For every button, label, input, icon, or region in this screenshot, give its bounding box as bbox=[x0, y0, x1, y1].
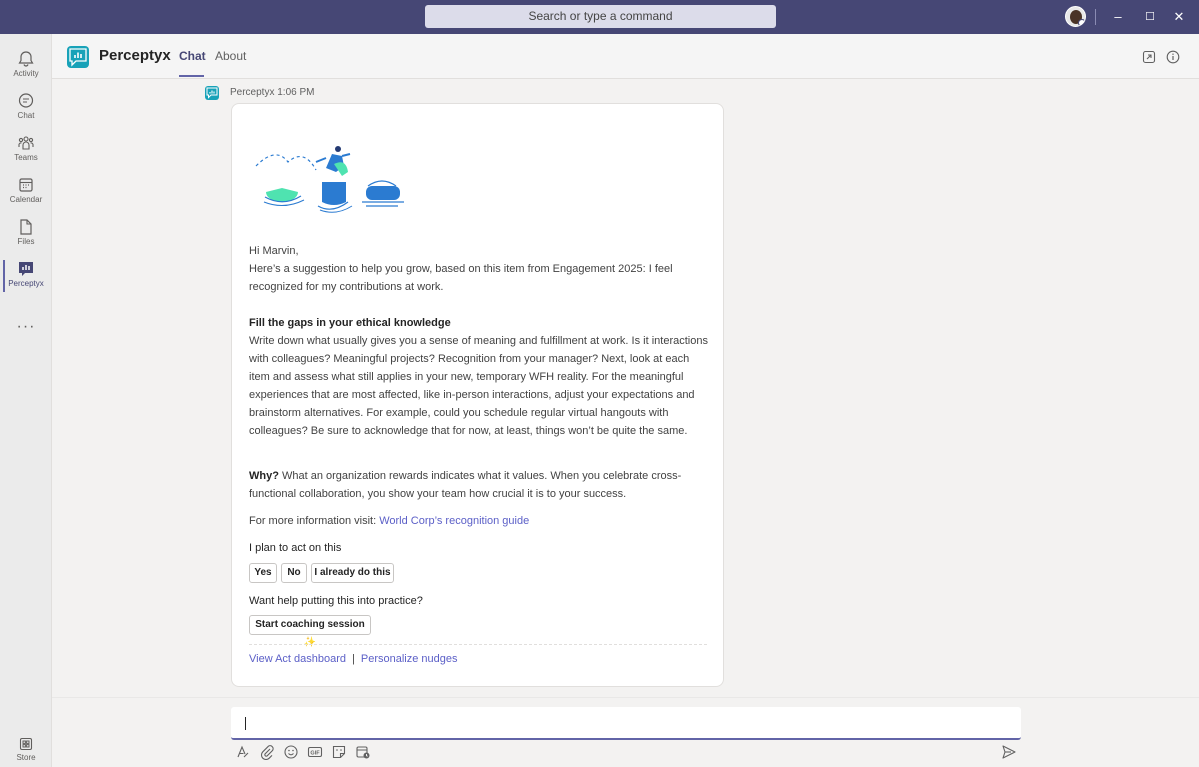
gif-icon[interactable] bbox=[307, 744, 323, 760]
sticker-icon[interactable] bbox=[331, 744, 347, 760]
why-label: Why? bbox=[249, 470, 279, 482]
maximize-button[interactable]: ☐ bbox=[1145, 11, 1155, 23]
sparkle-icon: ✨ bbox=[303, 637, 317, 648]
already-do-this-button[interactable]: I already do this bbox=[311, 563, 394, 583]
greeting-text: Hi Marvin, bbox=[249, 245, 299, 257]
format-icon[interactable] bbox=[235, 744, 251, 760]
rail-label: Perceptyx bbox=[8, 279, 44, 288]
teams-icon bbox=[17, 134, 35, 152]
rail-label: Store bbox=[16, 753, 36, 762]
suggestion-title: Fill the gaps in your ethical knowledge bbox=[249, 317, 451, 329]
popout-icon[interactable] bbox=[1142, 50, 1156, 64]
rail-label: Chat bbox=[17, 111, 35, 120]
attach-icon[interactable] bbox=[259, 744, 275, 760]
rail-item-chat[interactable] bbox=[0, 88, 52, 130]
app-header bbox=[52, 34, 1199, 79]
text-caret bbox=[245, 717, 246, 730]
illustration bbox=[254, 142, 404, 214]
message-compose-box[interactable] bbox=[231, 707, 1021, 740]
plan-prompt: I plan to act on this bbox=[249, 542, 342, 554]
presence-indicator bbox=[1078, 19, 1086, 27]
calendar-icon bbox=[17, 176, 35, 194]
active-indicator bbox=[3, 260, 5, 292]
why-paragraph bbox=[249, 467, 709, 503]
titlebar-divider bbox=[1095, 9, 1096, 25]
adaptive-card bbox=[231, 103, 724, 687]
start-coaching-button[interactable] bbox=[249, 615, 371, 648]
schedule-meeting-icon[interactable] bbox=[355, 744, 371, 760]
bot-avatar bbox=[205, 86, 219, 100]
rail-label: Files bbox=[17, 237, 35, 246]
active-tab-indicator bbox=[179, 75, 204, 77]
rail-label: Teams bbox=[14, 153, 38, 162]
send-icon[interactable] bbox=[1001, 744, 1017, 760]
title-bar bbox=[0, 0, 1199, 34]
card-divider bbox=[249, 644, 707, 645]
rail-item-calendar[interactable] bbox=[0, 172, 52, 214]
card-footer-links bbox=[249, 653, 458, 665]
more-info-prefix: For more information visit: bbox=[249, 515, 380, 527]
message-sender-time: Perceptyx 1:06 PM bbox=[230, 87, 315, 98]
close-button[interactable]: ✕ bbox=[1173, 9, 1185, 24]
yes-button[interactable]: Yes bbox=[249, 563, 277, 583]
more-info-paragraph bbox=[249, 512, 709, 530]
recognition-guide-link[interactable]: World Corp’s recognition guide bbox=[379, 515, 530, 527]
start-coaching-label: Start coaching session bbox=[255, 619, 365, 630]
perceptyx-icon bbox=[17, 260, 35, 278]
rail-label: Calendar bbox=[9, 195, 43, 204]
svg-text:GIF: GIF bbox=[310, 750, 320, 757]
emoji-icon[interactable] bbox=[283, 744, 299, 760]
help-prompt: Want help putting this into practice? bbox=[249, 595, 423, 607]
rail-item-activity[interactable] bbox=[0, 46, 52, 88]
files-icon bbox=[17, 218, 35, 236]
why-text: What an organization rewards indicates what it values. When you celebrate cross-functional collaboration, you show your team how crucial it is to your success. bbox=[249, 470, 682, 500]
rail-item-files[interactable] bbox=[0, 214, 52, 256]
chat-icon bbox=[17, 92, 35, 110]
no-button[interactable]: No bbox=[281, 563, 307, 583]
rail-item-teams[interactable] bbox=[0, 130, 52, 172]
rail-label: Activity bbox=[13, 69, 39, 78]
minimize-button[interactable]: – bbox=[1114, 9, 1122, 24]
info-icon[interactable] bbox=[1166, 50, 1180, 64]
compose-divider bbox=[52, 697, 1199, 698]
footer-separator: | bbox=[352, 653, 355, 665]
store-icon bbox=[18, 736, 34, 752]
tab-about[interactable]: About bbox=[215, 49, 247, 63]
app-title: Perceptyx bbox=[99, 47, 171, 64]
personalize-nudges-link[interactable]: Personalize nudges bbox=[360, 653, 458, 665]
view-act-dashboard-link[interactable]: View Act dashboard bbox=[249, 653, 347, 665]
rail-item-store[interactable] bbox=[0, 732, 52, 767]
rail-item-perceptyx[interactable] bbox=[0, 256, 52, 298]
suggestion-body: Write down what usually gives you a sense of meaning and fulfillment at work. Is it interactions with colleagues? Meaningful projects? Recognition from your manager? Next, look at each item and assess what still applies in your new, temporary WFH reality. For the meaningful experiences that are most affected, like in-person interactions, adjust your expectations and brainstorm alternatives. For example, could you schedule regular virtual hangouts with colleagues? Be sure to acknowledge that for now, at least, things won’t be quite the same. bbox=[249, 335, 708, 437]
perceptyx-logo-icon bbox=[67, 46, 89, 68]
app-rail bbox=[0, 34, 52, 767]
intro-text: Here’s a suggestion to help you grow, based on this item from Engagement 2025: I feel recognized for my contributions at work. bbox=[249, 263, 673, 293]
more-apps-button[interactable]: ··· bbox=[16, 318, 36, 335]
search-input[interactable]: Search or type a command bbox=[425, 5, 776, 28]
user-avatar[interactable] bbox=[1065, 6, 1086, 27]
tab-chat[interactable]: Chat bbox=[179, 49, 206, 63]
bell-icon bbox=[17, 50, 35, 68]
